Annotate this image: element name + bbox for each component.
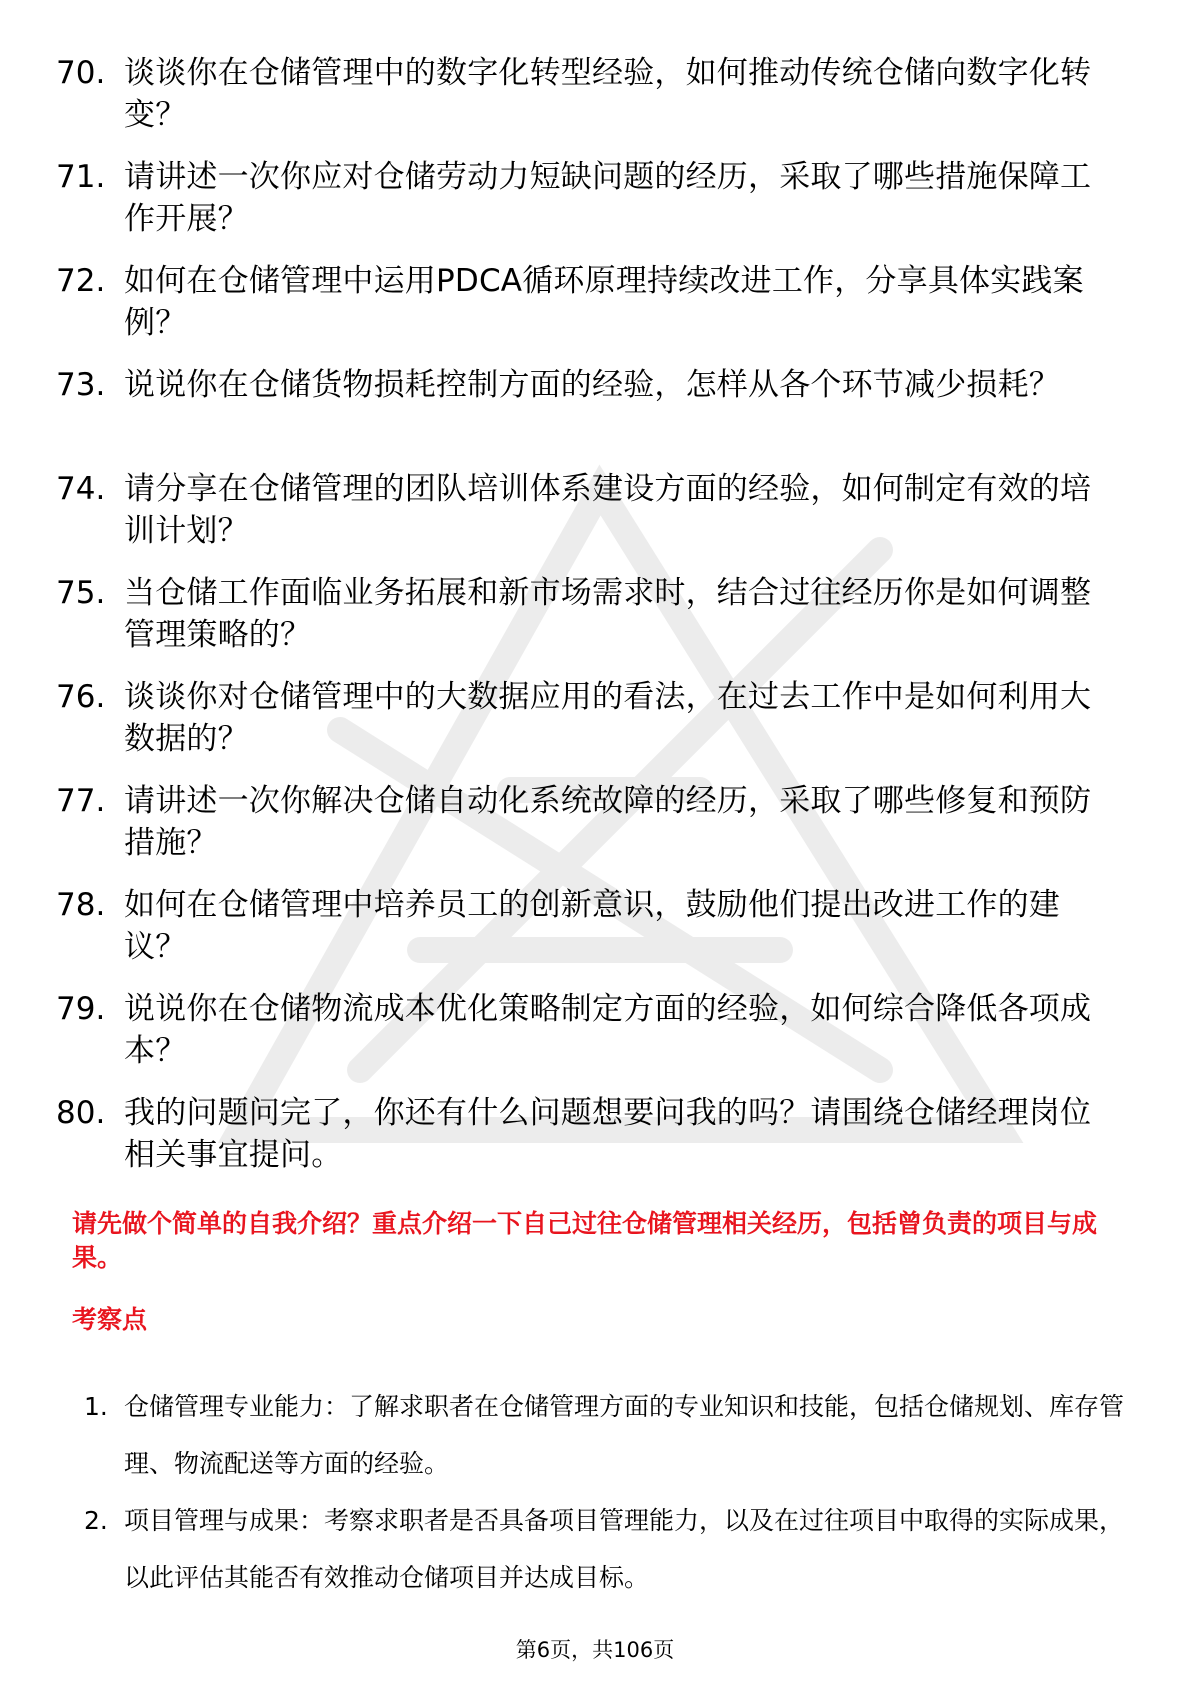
question-number: 80. bbox=[56, 1095, 106, 1131]
section-heading: 考察点 bbox=[72, 1305, 148, 1334]
point-number: 2. bbox=[84, 1506, 108, 1535]
question-item-78 bbox=[56, 884, 1136, 988]
question-item-80 bbox=[56, 1092, 1136, 1196]
question-number: 76. bbox=[56, 679, 106, 715]
question-number: 77. bbox=[56, 783, 106, 819]
question-text: 谈谈你在仓储管理中的数字化转型经验，如何推动传统仓储向数字化转变？ bbox=[124, 55, 1092, 133]
question-item-79 bbox=[56, 988, 1136, 1092]
question-number: 70. bbox=[56, 55, 106, 91]
question-text: 我的问题问完了，你还有什么问题想要问我的吗？请围绕仓储经理岗位相关事宜提问。 bbox=[124, 1095, 1092, 1173]
question-text: 说说你在仓储物流成本优化策略制定方面的经验，如何综合降低各项成本？ bbox=[124, 991, 1092, 1069]
question-item-75 bbox=[56, 572, 1136, 676]
question-number: 72. bbox=[56, 263, 106, 299]
question-text: 请分享在仓储管理的团队培训体系建设方面的经验，如何制定有效的培训计划？ bbox=[124, 471, 1092, 549]
question-number: 79. bbox=[56, 991, 106, 1027]
question-number: 78. bbox=[56, 887, 106, 923]
page-footer: 第6页，共106页 bbox=[515, 1638, 675, 1662]
point-text: 仓储管理专业能力：了解求职者在仓储管理方面的专业知识和技能，包括仓储规划、库存管理、物流配送等方面的经验。 bbox=[124, 1392, 1125, 1478]
question-item-70 bbox=[56, 52, 1136, 156]
assessment-point bbox=[84, 1492, 1132, 1606]
question-number: 71. bbox=[56, 159, 106, 195]
question-item-71 bbox=[56, 156, 1136, 260]
question-number: 74. bbox=[56, 471, 106, 507]
question-text: 说说你在仓储货物损耗控制方面的经验，怎样从各个环节减少损耗？ bbox=[124, 367, 1060, 403]
question-item-74 bbox=[56, 468, 1136, 572]
question-text: 如何在仓储管理中培养员工的创新意识，鼓励他们提出改进工作的建议？ bbox=[124, 887, 1060, 965]
assessment-point bbox=[84, 1378, 1132, 1492]
question-text: 当仓储工作面临业务拓展和新市场需求时，结合过往经历你是如何调整管理策略的？ bbox=[124, 575, 1092, 653]
question-text: 谈谈你对仓储管理中的大数据应用的看法，在过去工作中是如何利用大数据的？ bbox=[124, 679, 1092, 757]
question-text: 请讲述一次你应对仓储劳动力短缺问题的经历，采取了哪些措施保障工作开展？ bbox=[124, 159, 1092, 237]
highlighted-question: 请先做个简单的自我介绍？重点介绍一下自己过往仓储管理相关经历，包括曾负责的项目与成果。 bbox=[72, 1209, 1098, 1272]
question-text: 如何在仓储管理中运用PDCA循环原理持续改进工作，分享具体实践案例？ bbox=[124, 263, 1084, 341]
question-item-73 bbox=[56, 364, 1136, 468]
question-text: 请讲述一次你解决仓储自动化系统故障的经历，采取了哪些修复和预防措施？ bbox=[124, 783, 1092, 861]
question-item-77 bbox=[56, 780, 1136, 884]
point-text: 项目管理与成果：考察求职者是否具备项目管理能力，以及在过往项目中取得的实际成果，以此评估其能否有效推动仓储项目并达成目标。 bbox=[124, 1506, 1125, 1592]
question-item-76 bbox=[56, 676, 1136, 780]
assessment-points-list bbox=[84, 1378, 1132, 1606]
question-number: 75. bbox=[56, 575, 106, 611]
question-item-72 bbox=[56, 260, 1136, 364]
question-list bbox=[56, 52, 1136, 1196]
question-number: 73. bbox=[56, 367, 106, 403]
point-number: 1. bbox=[84, 1392, 108, 1421]
